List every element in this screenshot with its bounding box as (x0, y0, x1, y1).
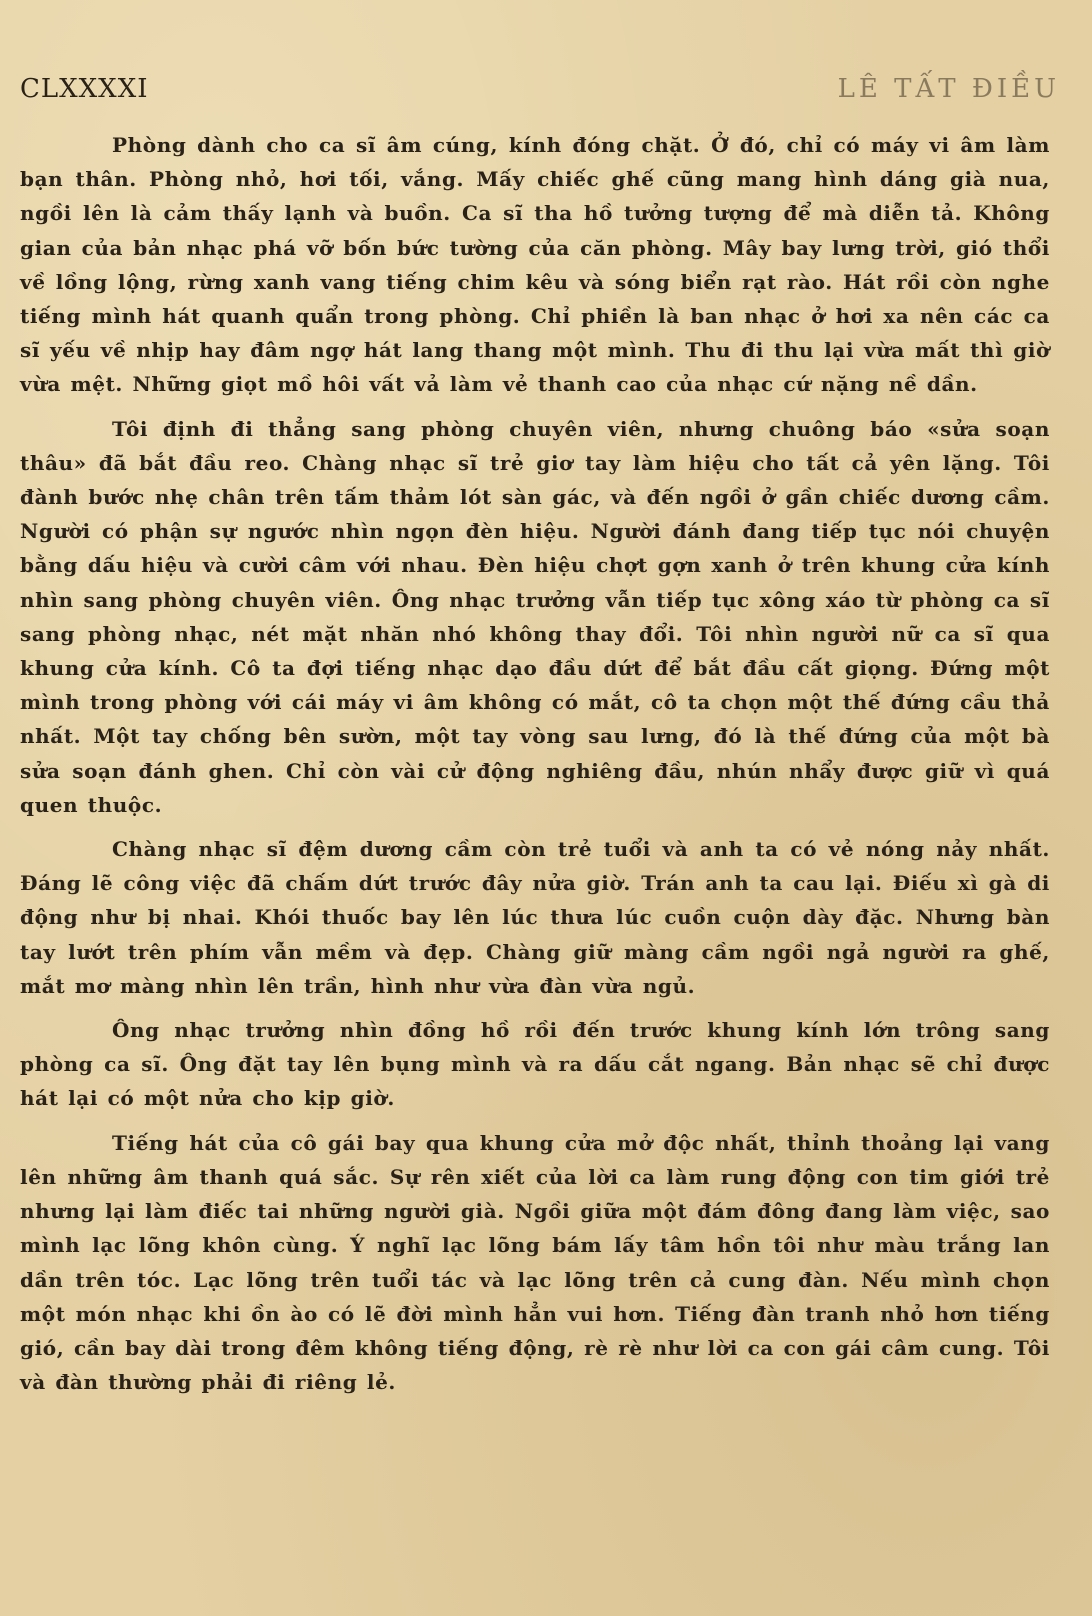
paragraph-2: Tôi định đi thẳng sang phòng chuyên viên, nhưng chuông báo «sửa soạn thâu» đã bắt đầu reo. Chàng nhạc sĩ trẻ giơ tay làm hiệu cho tất cả yên lặng. Tôi đành bước nhẹ chân trên tấm thảm lót sàn gác, và đến ngồi ở gần chiếc dương cầm. Người có phận sự ngước nhìn ngọn đèn hiệu. Người đánh đang tiếp tục nói chuyện bằng dấu hiệu và cười câm với nhau. Đèn hiệu chợt gợn xanh ở trên khung cửa kính nhìn sang phòng chuyên viên. Ông nhạc trưởng vẫn tiếp tục xông xáo từ phòng ca sĩ sang phòng nhạc, nét mặt nhăn nhó không thay đổi. Tôi nhìn người nữ ca sĩ qua khung cửa kính. Cô ta đợi tiếng nhạc dạo đầu dứt để bắt đầu cất giọng. Đứng một mình trong phòng với cái máy vi âm không có mắt, cô ta chọn một thế đứng cầu thả nhất. Một tay chống bên sườn, một tay vòng sau lưng, đó là thế đứng của một bà sửa soạn đánh ghen. Chỉ còn vài cử động nghiêng đầu, nhún nhẩy được giữ vì quá quen thuộc. (20, 416, 1050, 817)
paragraph-4: Ông nhạc trưởng nhìn đồng hồ rồi đến trước khung kính lớn trông sang phòng ca sĩ. Ông đặt tay lên bụng mình và ra dấu cắt ngang. Bản nhạc sẽ chỉ được hát lại có một nửa cho kịp giờ. (20, 1018, 1050, 1111)
paragraph-3: Chàng nhạc sĩ đệm dương cầm còn trẻ tuổi và anh ta có vẻ nóng nảy nhất. Đáng lẽ công việc đã chấm dứt trước đây nửa giờ. Trán anh ta cau lại. Điếu xì gà di động như bị nhai. Khói thuốc bay lên lúc thưa lúc cuồn cuộn dày đặc. Nhưng bàn tay lướt trên phím vẫn mềm và đẹp. Chàng giữ màng cầm ngồi ngả người ra ghế, mắt mơ màng nhìn lên trần, hình như vừa đàn vừa ngủ. (20, 837, 1050, 998)
page-header (20, 74, 1060, 114)
page-body-text (20, 128, 1050, 1399)
page-number: CLXXXXI (20, 74, 149, 104)
paragraph-5: Tiếng hát của cô gái bay qua khung cửa mở độc nhất, thỉnh thoảng lại vang lên những âm thanh quá sắc. Sự rên xiết của lời ca làm rung động con tim giới trẻ nhưng lại làm điếc tai những người già. Ngồi giữa một đám đông đang làm việc, sao mình lạc lõng khôn cùng. Ý nghĩ lạc lõng bám lấy tâm hồn tôi như màu trắng lan dần trên tóc. Lạc lõng trên tuổi tác và lạc lõng trên cả cung đàn. Nếu mình chọn một món nhạc khi ồn ào có lẽ đời mình hẳn vui hơn. Tiếng đàn tranh nhỏ hơn tiếng gió, cần bay dài trong đêm không tiếng động, rè rè như lời ca con gái câm cung. Tôi và đàn thường phải đi riêng lẻ. (20, 1130, 1050, 1395)
paragraph-1: Phòng dành cho ca sĩ âm cúng, kính đóng chặt. Ở đó, chỉ có máy vi âm làm bạn thân. Phòng nhỏ, hơi tối, vắng. Mấy chiếc ghế cũng mang hình dáng già nua, ngồi lên là cảm thấy lạnh và buồn. Ca sĩ tha hồ tưởng tượng để mà diễn tả. Không gian của bản nhạc phá vỡ bốn bức tường của căn phòng. Mây bay lưng trời, gió thổi về lồng lộng, rừng xanh vang tiếng chim kêu và sóng biển rạt rào. Hát rồi còn nghe tiếng mình hát quanh quẩn trong phòng. Chỉ phiền là ban nhạc ở hơi xa nên các ca sĩ yếu về nhịp hay đâm ngợ hát lang thang một mình. Thu đi thu lại vừa mất thì giờ vừa mệt. Những giọt mồ hôi vất vả làm vẻ thanh cao của nhạc cứ nặng nề dần. (20, 133, 1050, 397)
running-head: LÊ TẤT ĐIỀU (837, 74, 1060, 104)
